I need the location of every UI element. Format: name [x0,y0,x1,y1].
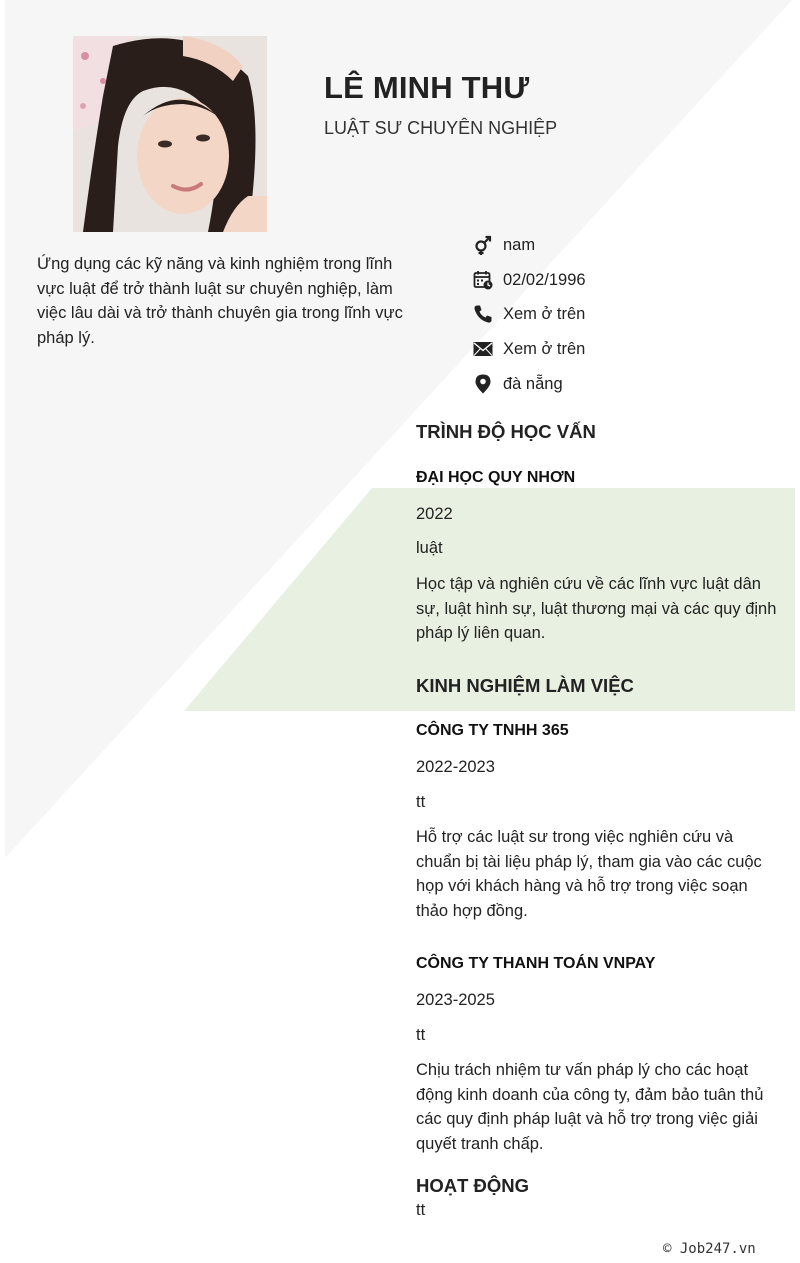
job-position: tt [416,793,426,811]
envelope-icon [472,338,494,360]
job-description: Chịu trách nhiệm tư vấn pháp lý cho các hoạt động kinh doanh của công ty, đảm bảo tuân thủ các quy định pháp luật và hỗ trợ trong việc giải quyết tranh chấp. [416,1061,764,1154]
education-school: ĐẠI HỌC QUY NHƠN [416,469,576,486]
candidate-name: LÊ MINH THƯ [324,70,530,105]
footer-copyright: © Job247.vn [663,1241,756,1257]
education-description: Học tập và nghiên cứu về các lĩnh vực luật dân sự, luật hình sự, luật thương mại và các quy định pháp lý liên quan. [416,575,777,643]
map-pin-icon [472,373,494,395]
job-period: 2022-2023 [416,758,495,776]
activities-text: tt [416,1201,426,1219]
contact-phone [472,299,792,329]
address-value: đà nẵng [503,374,563,393]
phone-icon [472,303,494,325]
experience-heading: KINH NGHIỆM LÀM VIỆC [416,675,634,696]
contact-address [472,369,792,399]
education-major: luật [416,539,443,557]
education-year: 2022 [416,505,453,523]
birthday-value: 02/02/1996 [503,270,586,289]
job-company: CÔNG TY TNHH 365 [416,722,569,739]
job-company: CÔNG TY THANH TOÁN VNPAY [416,955,656,972]
education-heading: TRÌNH ĐỘ HỌC VẤN [416,421,596,442]
phone-value: Xem ở trên [503,304,586,323]
job-description: Hỗ trợ các luật sư trong việc nghiên cứu và chuẩn bị tài liệu pháp lý, tham gia vào các cuộc họp với khách hàng và hỗ trợ trong việc soạn thảo hợp đồng. [416,828,762,921]
career-objective: Ứng dụng các kỹ năng và kinh nghiệm trong lĩnh vực luật để trở thành luật sư chuyên nghiệp, làm việc lâu dài và trở thành chuyên gia trong lĩnh vực pháp lý. [37,255,403,348]
email-value: Xem ở trên [503,339,586,358]
gender-icon [472,234,494,256]
job-position: tt [416,1026,426,1044]
job-period: 2023-2025 [416,991,495,1009]
contact-gender [472,230,792,260]
gender-value: nam [503,235,536,254]
contact-email [472,334,792,364]
candidate-title: LUẬT SƯ CHUYÊN NGHIỆP [324,118,558,138]
calendar-icon [472,269,494,291]
profile-photo [73,36,267,232]
contact-birthday [472,265,792,295]
activities-heading: HOẠT ĐỘNG [416,1175,530,1196]
